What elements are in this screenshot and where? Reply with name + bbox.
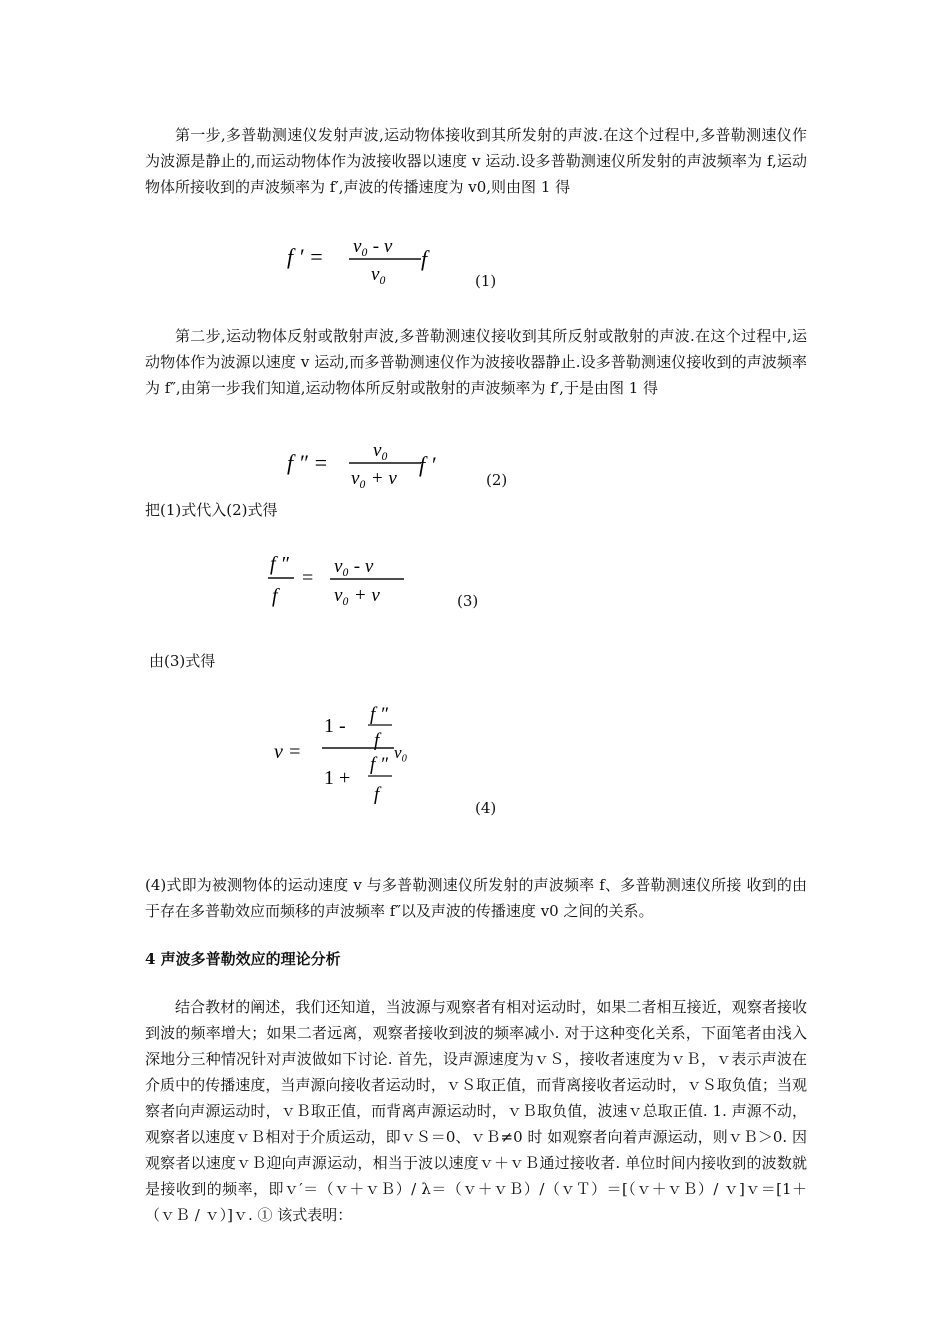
eq3-lhs-numerator: f ″ bbox=[270, 553, 289, 575]
eq3-equals: = bbox=[302, 567, 314, 589]
eq1-numerator: v₀ - v bbox=[353, 236, 393, 257]
eq3-numerator: v₀ - v bbox=[334, 556, 374, 577]
eq4-bottom-f2: f ″ bbox=[370, 754, 388, 775]
equation-1-label: (1) bbox=[475, 272, 497, 290]
eq4-top-f1: f bbox=[374, 730, 380, 751]
eq1-lhs: f ′ = bbox=[287, 244, 324, 269]
paragraph-analysis: 结合教材的阐述，我们还知道，当波源与观察者有相对运动时，如果二者相互接近，观察者接收到波的频率增大；如果二者远离，观察者接收到波的频率减小. 对于这种变化关系，下面笔者由浅入深地分三种情况针对声波做如下讨论. 首先，设声源速度为ｖＳ，接收者速度为ｖＢ，ｖ表示声波在介质中的传播速度，当声源向接收者运动时，ｖＳ取正值，而背离接收者运动时，ｖＳ取负值；当观察者向声源运动时，ｖＢ取正值，而背离声源运动时，ｖＢ取负值，波速ｖ总取正值. 1. 声源不动，观察者以速度ｖＢ相对于介质运动，即ｖＳ＝0、ｖＢ≠0 时 如观察者向着声源运动，则ｖＢ＞0. 因观察者以速度ｖＢ迎向声源运动，相当于波以速度ｖ＋ｖＢ通过接收者. 单位时间内接收到的波数就是接收到的频率，即ｖ′＝（ｖ＋ｖＢ）/ λ＝（ｖ＋ｖＢ）/（ｖＴ）＝[（ｖ＋ｖＢ）/ ｖ]ｖ＝[1＋（ｖＢ / ｖ）]ｖ. ① 该式表明： bbox=[145, 998, 807, 1224]
equation-4-label: (4) bbox=[475, 799, 497, 817]
eq4-bottom-term: 1 + bbox=[324, 767, 351, 789]
equation-2-label: (2) bbox=[486, 471, 508, 489]
eq2-denominator: v₀ + v bbox=[351, 468, 397, 489]
eq4-top-term: 1 - bbox=[324, 715, 346, 737]
eq3-lhs-denominator: f bbox=[272, 585, 278, 607]
eq4-lhs: v = bbox=[274, 741, 302, 763]
text-from-3: 由(3)式得 bbox=[149, 652, 216, 670]
eq2-lhs: f ″ = bbox=[287, 450, 329, 475]
eq4-top-f2: f ″ bbox=[370, 704, 388, 725]
paragraph-step2: 第二步,运动物体反射或散射声波,多普勒测速仪接收到其所反射或散射的声波.在这个过程中,运动物体作为波源以速度 v 运动,而多普勒测速仪作为波接收器静止.设多普勒测速仪接收到的声波频率为 f″,由第一步我们知道,运动物体所反射或散射的声波频率为 f′,于是由图 1 得 bbox=[145, 327, 807, 397]
equation-3 bbox=[262, 548, 462, 612]
equation-3-label: (3) bbox=[457, 592, 479, 610]
eq2-numerator: v₀ bbox=[373, 440, 389, 461]
eq4-tail: v₀ bbox=[394, 743, 408, 762]
eq4-bottom-f1: f bbox=[374, 784, 380, 805]
text-substitute: 把(1)式代入(2)式得 bbox=[145, 501, 278, 519]
paragraph-step1: 第一步,多普勒测速仪发射声波,运动物体接收到其所发射的声波.在这个过程中,多普勒测速仪作为波源是静止的,而运动物体作为波接收器以速度 v 运动.设多普勒测速仪所发射的声波频率为 f,运动物体所接收到的声波频率为 f′,声波的传播速度为 v0,则由图 1 得 bbox=[145, 126, 807, 196]
eq2-tail: f ′ bbox=[419, 452, 436, 477]
equation-4 bbox=[270, 692, 460, 812]
section-heading: 4 声波多普勒效应的理论分析 bbox=[145, 950, 341, 968]
eq1-denominator: v₀ bbox=[371, 264, 387, 285]
eq1-tail: f bbox=[421, 246, 428, 271]
paragraph-conclusion: (4)式即为被测物体的运动速度 v 与多普勒测速仪所发射的声波频率 f、多普勒测速仪所接 收到的由于存在多普勒效应而频移的声波频率 f″以及声波的传播速度 v0 之间的关系。 bbox=[145, 876, 807, 920]
eq3-denominator: v₀ + v bbox=[334, 585, 380, 606]
